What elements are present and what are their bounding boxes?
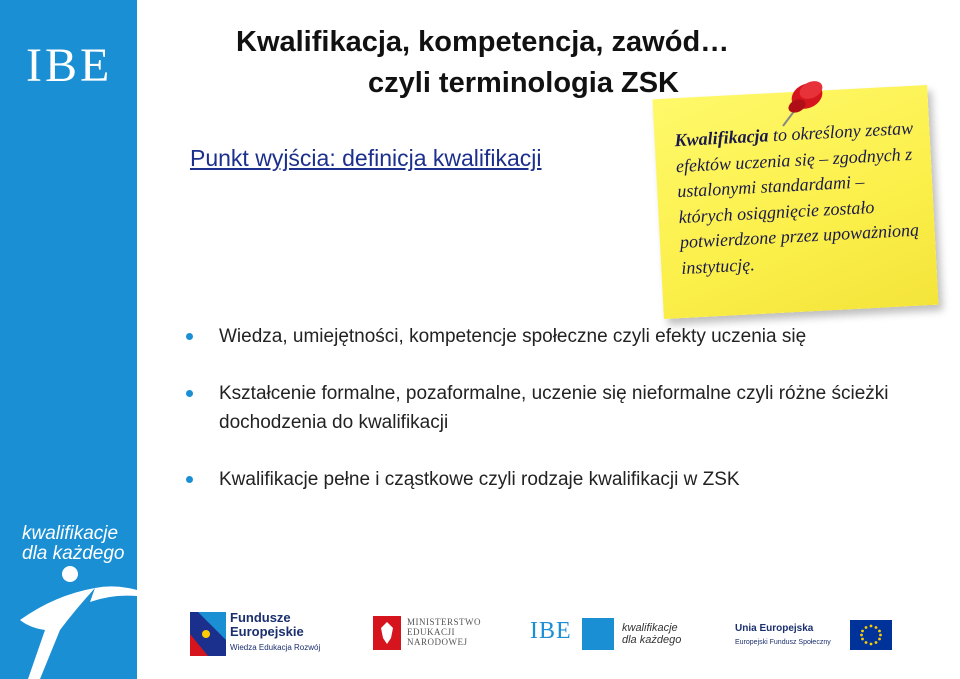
men-text — [407, 617, 481, 647]
kdk-line1: kwalifikacje — [622, 622, 678, 634]
ibe-small-logo: IBE — [530, 618, 572, 644]
kwalifikacje-small-text — [622, 622, 681, 646]
men-line3: NARODOWEJ — [407, 637, 468, 647]
fundusze-europejskie-logo — [190, 610, 330, 658]
men-logo — [373, 616, 483, 660]
ue-title: Unia Europejska — [735, 623, 814, 634]
list-item — [186, 465, 906, 494]
fe-flag-icon — [190, 612, 226, 656]
bullet-dot-icon — [186, 390, 193, 397]
note-definition: to określony zestaw efektów uczenia się – zgodnych z ustalonymi standardami – których osiągnięcie zostało potwierdzone przez upoważnioną instytucję. — [675, 117, 920, 278]
kdk-line2: dla każdego — [622, 634, 682, 646]
bullet-text: Kwalifikacje pełne i cząstkowe czyli rodzaje kwalifikacji w ZSK — [219, 469, 740, 490]
fe-line1: Fundusze — [230, 610, 291, 625]
men-line2: EDUKACJI — [407, 627, 455, 637]
bullet-dot-icon — [186, 476, 193, 483]
tagline-line2: dla każdego — [22, 543, 125, 564]
bullet-text: Kształcenie formalne, pozaformalne, uczenie się nieformalne czyli różne ścieżki dochodzenia do kwalifikacji — [219, 383, 889, 433]
ibe-logo: IBE — [26, 39, 113, 92]
eagle-icon — [373, 616, 401, 650]
bullet-text: Wiedza, umiejętności, kompetencje społeczne czyli efekty uczenia się — [219, 326, 807, 347]
tagline-line1: kwalifikacje — [22, 523, 119, 544]
title-line1: Kwalifikacja, kompetencja, zawód… — [236, 26, 730, 58]
bullet-dot-icon — [186, 333, 193, 340]
list-item — [186, 379, 906, 437]
ue-subtitle: Europejski Fundusz Społeczny — [735, 639, 831, 646]
kwalifikacje-logo — [22, 524, 124, 564]
men-line1: MINISTERSTWO — [407, 617, 481, 627]
bullet-list — [186, 322, 906, 522]
list-item — [186, 322, 906, 351]
person-figure-icon — [0, 560, 137, 679]
kwalifikacje-figure-icon — [582, 618, 614, 650]
fe-subtitle: Wiedza Edukacja Rozwój — [230, 643, 321, 652]
sidebar — [0, 0, 137, 679]
note-term: Kwalifikacja — [674, 125, 769, 151]
pushpin-icon — [775, 70, 835, 130]
eu-flag-icon — [850, 620, 892, 650]
footer-logos — [190, 610, 900, 660]
fe-line2: Europejskie — [230, 624, 304, 639]
title-line2: czyli terminologia ZSK — [368, 67, 679, 99]
page-title — [236, 22, 836, 104]
subtitle: Punkt wyjścia: definicja kwalifikacji — [190, 145, 542, 171]
fe-title — [230, 611, 304, 639]
